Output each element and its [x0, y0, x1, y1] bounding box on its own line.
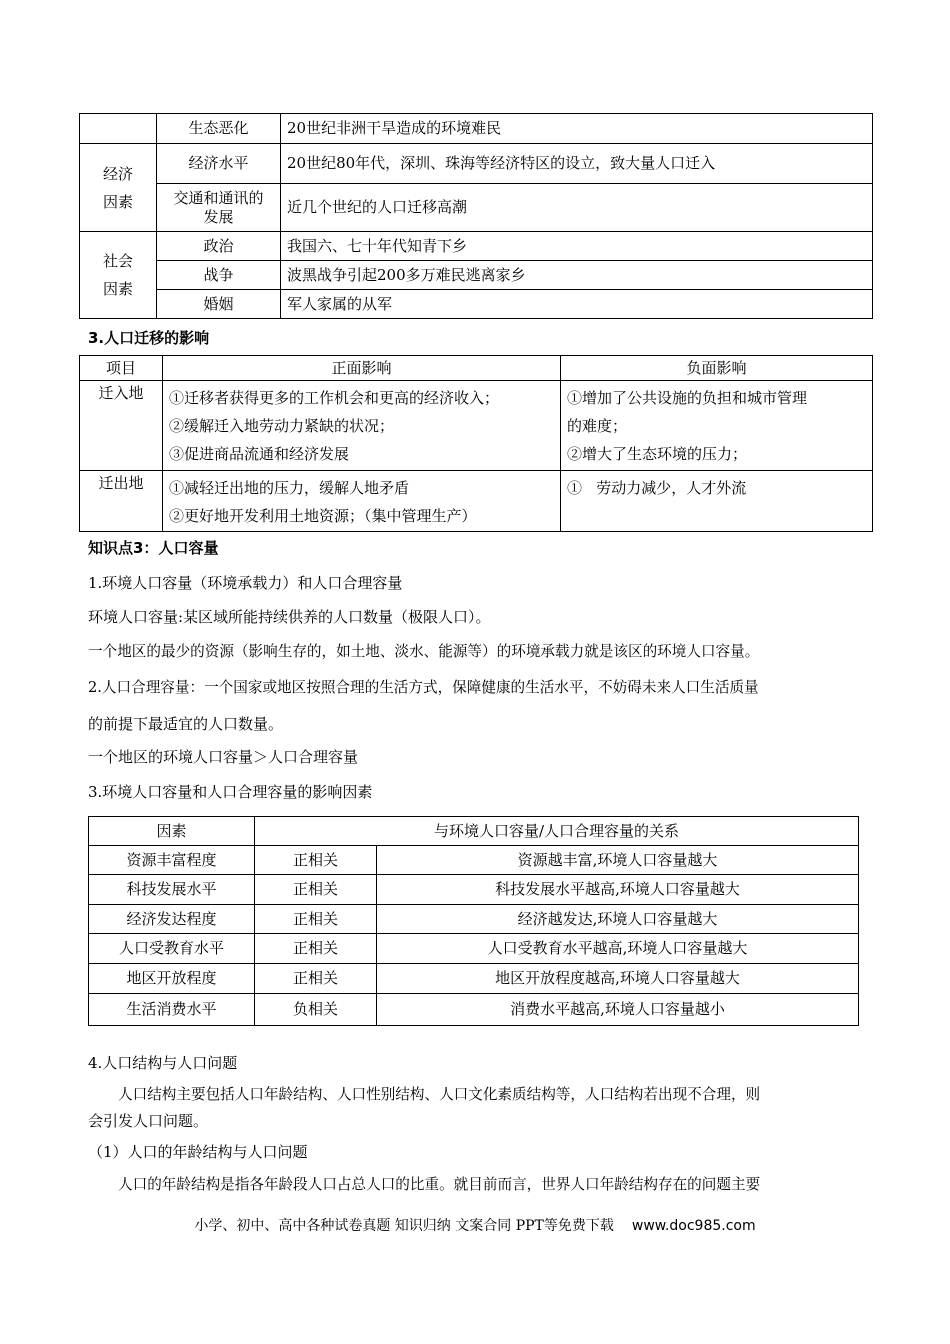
cell-line: ③促进商品流通和经济发展 [169, 445, 350, 463]
page-footer [0, 1215, 950, 1235]
header-cell: 负面影响 [561, 356, 873, 381]
factor-label: 交通和通讯的 [173, 188, 264, 207]
group-label: 因素 [102, 192, 133, 211]
footer-text: 小学、初中、高中各种试卷真题 知识归纳 文案合同 PPT等免费下载 [194, 1218, 614, 1234]
section-heading: 3.人口迁移的影响 [88, 329, 210, 347]
table-cell: 人口受教育水平 [89, 934, 255, 964]
cell-line: ①增加了公共设施的负担和城市管理 [567, 389, 808, 407]
group-label: 经济 [102, 164, 133, 183]
table-cell: 经济越发达,环境人口容量越大 [377, 905, 859, 934]
table-cell: 消费水平越高,环境人口容量越小 [377, 994, 859, 1026]
table-cell: 婚姻 [157, 290, 281, 319]
table-row [80, 261, 873, 290]
table-cell: 我国六、七十年代知青下乡 [281, 232, 873, 261]
table-cell: 人口受教育水平越高,环境人口容量越大 [377, 934, 859, 964]
table-cell: 正相关 [255, 905, 377, 934]
paragraph: 人口的年龄结构是指各年龄段人口占总人口的比重。就目前而言，世界人口年龄结构存在的问题主要 [118, 1176, 761, 1193]
table-row [80, 114, 873, 144]
table-row [80, 232, 873, 261]
table-header-row [89, 817, 859, 846]
paragraph: 人口结构主要包括人口年龄结构、人口性别结构、人口文化素质结构等，人口结构若出现不合理，则 [118, 1086, 761, 1103]
table-cell: 正相关 [255, 846, 377, 875]
table-cell: 地区开放程度越高,环境人口容量越大 [377, 964, 859, 994]
table-cell [163, 471, 561, 532]
table-cell [163, 381, 561, 471]
migration-factors-table [79, 113, 873, 319]
paragraph: 1.环境人口容量（环境承载力）和人口合理容量 [88, 574, 403, 592]
table-row [80, 381, 873, 471]
group-cell-economic [80, 144, 157, 232]
table-row [80, 471, 873, 532]
cell-line: ①减轻迁出地的压力，缓解人地矛盾 [169, 479, 410, 497]
paragraph: 会引发人口问题。 [88, 1112, 209, 1130]
table-cell: 迁出地 [80, 471, 163, 532]
group-cell-social [80, 232, 157, 319]
table-cell: 地区开放程度 [89, 964, 255, 994]
table-cell: 生活消费水平 [89, 994, 255, 1026]
table-row [89, 846, 859, 875]
table-row [80, 290, 873, 319]
group-label: 因素 [102, 280, 133, 298]
cell-line: ②更好地开发利用土地资源；（集中管理生产） [169, 507, 477, 525]
table-row [80, 144, 873, 184]
table-cell: 20世纪80年代，深圳、珠海等经济特区的设立，致大量人口迁入 [281, 144, 873, 184]
cell-line: ②缓解迁入地劳动力紧缺的状况； [169, 417, 395, 435]
table-cell: 正相关 [255, 964, 377, 994]
table-row [89, 875, 859, 905]
table-cell: 经济发达程度 [89, 905, 255, 934]
table-cell: 科技发展水平 [89, 875, 255, 905]
table-cell: 政治 [157, 232, 281, 261]
factor-label: 发展 [203, 207, 234, 226]
capacity-factors-table [88, 816, 859, 1026]
cell-line: ① 劳动力减少，人才外流 [567, 479, 747, 497]
table-row [80, 184, 873, 232]
cell-line: ②增大了生态环境的压力； [567, 445, 748, 463]
header-cell: 与环境人口容量/人口合理容量的关系 [255, 817, 859, 846]
table-cell [561, 381, 873, 471]
migration-impact-table [79, 355, 873, 532]
header-cell: 因素 [89, 817, 255, 846]
header-cell: 正面影响 [163, 356, 561, 381]
header-cell: 项目 [80, 356, 163, 381]
cell-line: 的难度； [567, 417, 628, 435]
table-cell [157, 184, 281, 232]
table-cell [561, 471, 873, 532]
table-cell: 战争 [157, 261, 281, 290]
paragraph: 环境人口容量:某区域所能持续供养的人口数量（极限人口）。 [88, 608, 491, 626]
table-cell: 负相关 [255, 994, 377, 1026]
table-cell: 经济水平 [157, 144, 281, 184]
table-cell: 迁入地 [80, 381, 163, 471]
group-label: 社会 [102, 252, 133, 270]
table-cell: 军人家属的从军 [281, 290, 873, 319]
table-cell: 20世纪非洲干旱造成的环境难民 [281, 114, 873, 144]
paragraph: 一个地区的环境人口容量＞人口合理容量 [88, 748, 359, 766]
paragraph: 一个地区的最少的资源（影响生存的，如土地、淡水、能源等）的环境承载力就是该区的环境人口容量。 [88, 643, 760, 660]
paragraph: 2.人口合理容量：一个国家或地区按照合理的生活方式，保障健康的生活水平，不妨碍未来人口生活质量 [88, 679, 759, 696]
paragraph: 4.人口结构与人口问题 [88, 1054, 238, 1072]
table-row [89, 964, 859, 994]
table-row [89, 905, 859, 934]
knowledge-point-title: 知识点3：人口容量 [88, 539, 219, 557]
table-row [89, 994, 859, 1026]
paragraph: 的前提下最适宜的人口数量。 [88, 715, 284, 733]
table-cell: 正相关 [255, 934, 377, 964]
cell-line: ①迁移者获得更多的工作机会和更高的经济收入； [169, 389, 500, 407]
table-cell: 正相关 [255, 875, 377, 905]
table-cell: 波黑战争引起200多万难民逃离家乡 [281, 261, 873, 290]
table-cell: 资源丰富程度 [89, 846, 255, 875]
table-cell: 近几个世纪的人口迁移高潮 [281, 184, 873, 232]
table-cell: 科技发展水平越高,环境人口容量越大 [377, 875, 859, 905]
table-cell: 生态恶化 [157, 114, 281, 144]
table-cell [80, 114, 157, 144]
table-cell: 资源越丰富,环境人口容量越大 [377, 846, 859, 875]
table-header-row [80, 356, 873, 381]
table-row [89, 934, 859, 964]
paragraph: 3.环境人口容量和人口合理容量的影响因素 [88, 783, 373, 801]
footer-url[interactable]: www.doc985.com [631, 1218, 756, 1234]
paragraph: （1）人口的年龄结构与人口问题 [88, 1143, 308, 1161]
